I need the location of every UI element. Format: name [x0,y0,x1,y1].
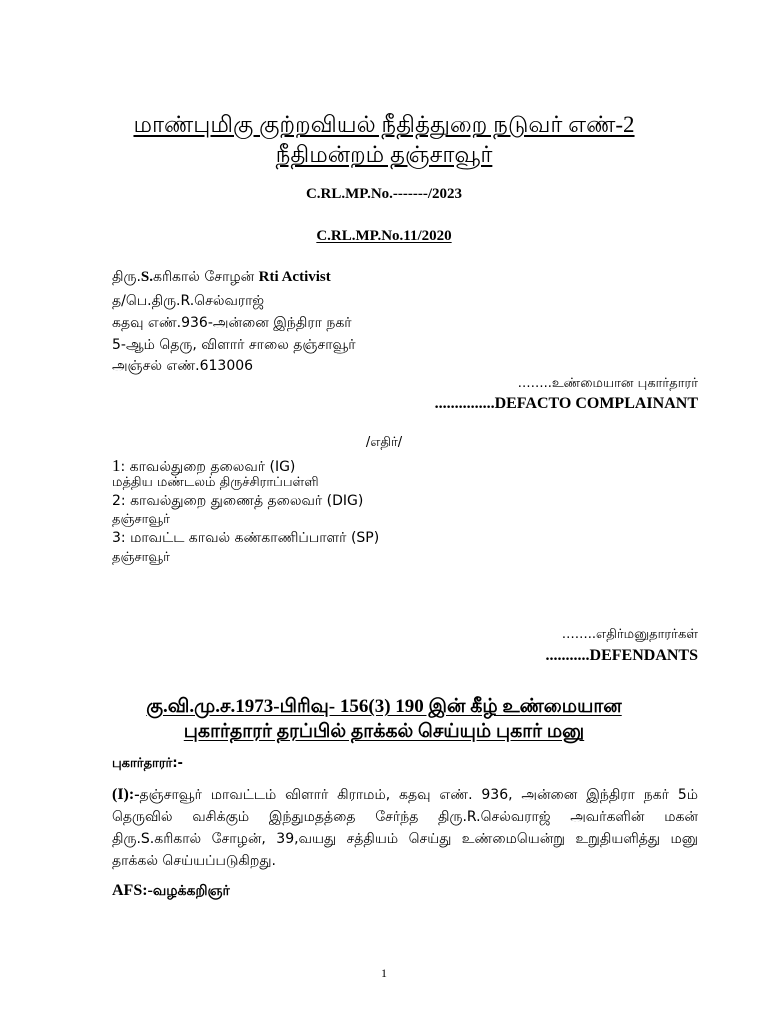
complainant-door: கதவு எண்.936-அன்னை இந்திரா நகர் [112,315,352,331]
defendant-3-title: 3: மாவட்ட காவல் கண்காணிப்பாளர் (SP) [112,530,380,546]
versus-label: /எதிர்/ [365,435,403,450]
afs-line: AFS:-வழக்கறிஞர் [112,882,230,899]
case-number-previous: C.RL.MP.No.11/2020 [316,228,452,244]
complainant-name: திரு.S.கரிகால் சோழன் Rti Activist [112,269,331,285]
page-number: 1 [381,966,387,980]
defendant-1-place: மத்திய மண்டலம் திருச்சிராப்பள்ளி [112,475,319,490]
case-number-current: C.RL.MP.No.-------/2023 [305,186,463,202]
defendant-3-place: தஞ்சாவூர் [112,550,170,565]
court-title-line1: மாண்புமிகு குற்றவியல் நீதித்துறை நடுவர் எண்-2 [133,112,635,137]
defendant-2-place: தஞ்சாவூர் [112,512,170,527]
complainant-role-tamil: ……..உண்மையான புகார்தாரர் [517,376,698,391]
court-title-line2: நீதிமன்றம் தஞ்சாவூர் [275,142,493,167]
petition-title-line2: புகார்தாரர் தரப்பில் தாக்கல் செய்யும் புகார் மனு [183,721,585,742]
complainant-role-english: ...............DEFACTO COMPLAINANT [434,395,698,412]
defendants-role-tamil: ……..எதிர்மனுதாரர்கள் [561,627,698,642]
petition-title-line1: கு.வி.மு.ச.1973-பிரிவு- 156(3) 190 இன் கீழ் உண்மையான [146,696,622,717]
petition-paragraph: (I):-தஞ்சாவூர் மாவட்டம் விளார் கிராமம், கதவு எண். 936, அன்னை இந்திரா நகர் 5ம் தெருவில் வசிக்கும் இந்துமதத்தை சேர்ந்த திரு.R.செல்வராஜ் அவர்களின் மகன் திரு.S.கரிகால் சோழன், 39,வயது சத்தியம் செய்து உண்மையென்று உறுதியளித்து மனு தாக்கல் செய்யப்படுகிறது. [112,786,698,869]
complainant-street: 5-ஆம் தெரு, விளார் சாலை தஞ்சாவூர் [112,337,356,353]
defendant-1-title: 1: காவல்துறை தலைவர் (IG) [112,456,296,475]
complainant-label: புகார்தாரர்:- [112,756,183,771]
complainant-father: த/பெ.திரு.R.செல்வராஜ் [112,293,265,309]
complainant-pincode: அஞ்சல் எண்.613006 [112,358,254,374]
defendants-role-english: ...........DEFENDANTS [545,647,698,664]
defendant-2-title: 2: காவல்துறை துணைத் தலைவர் (DIG) [112,493,364,509]
